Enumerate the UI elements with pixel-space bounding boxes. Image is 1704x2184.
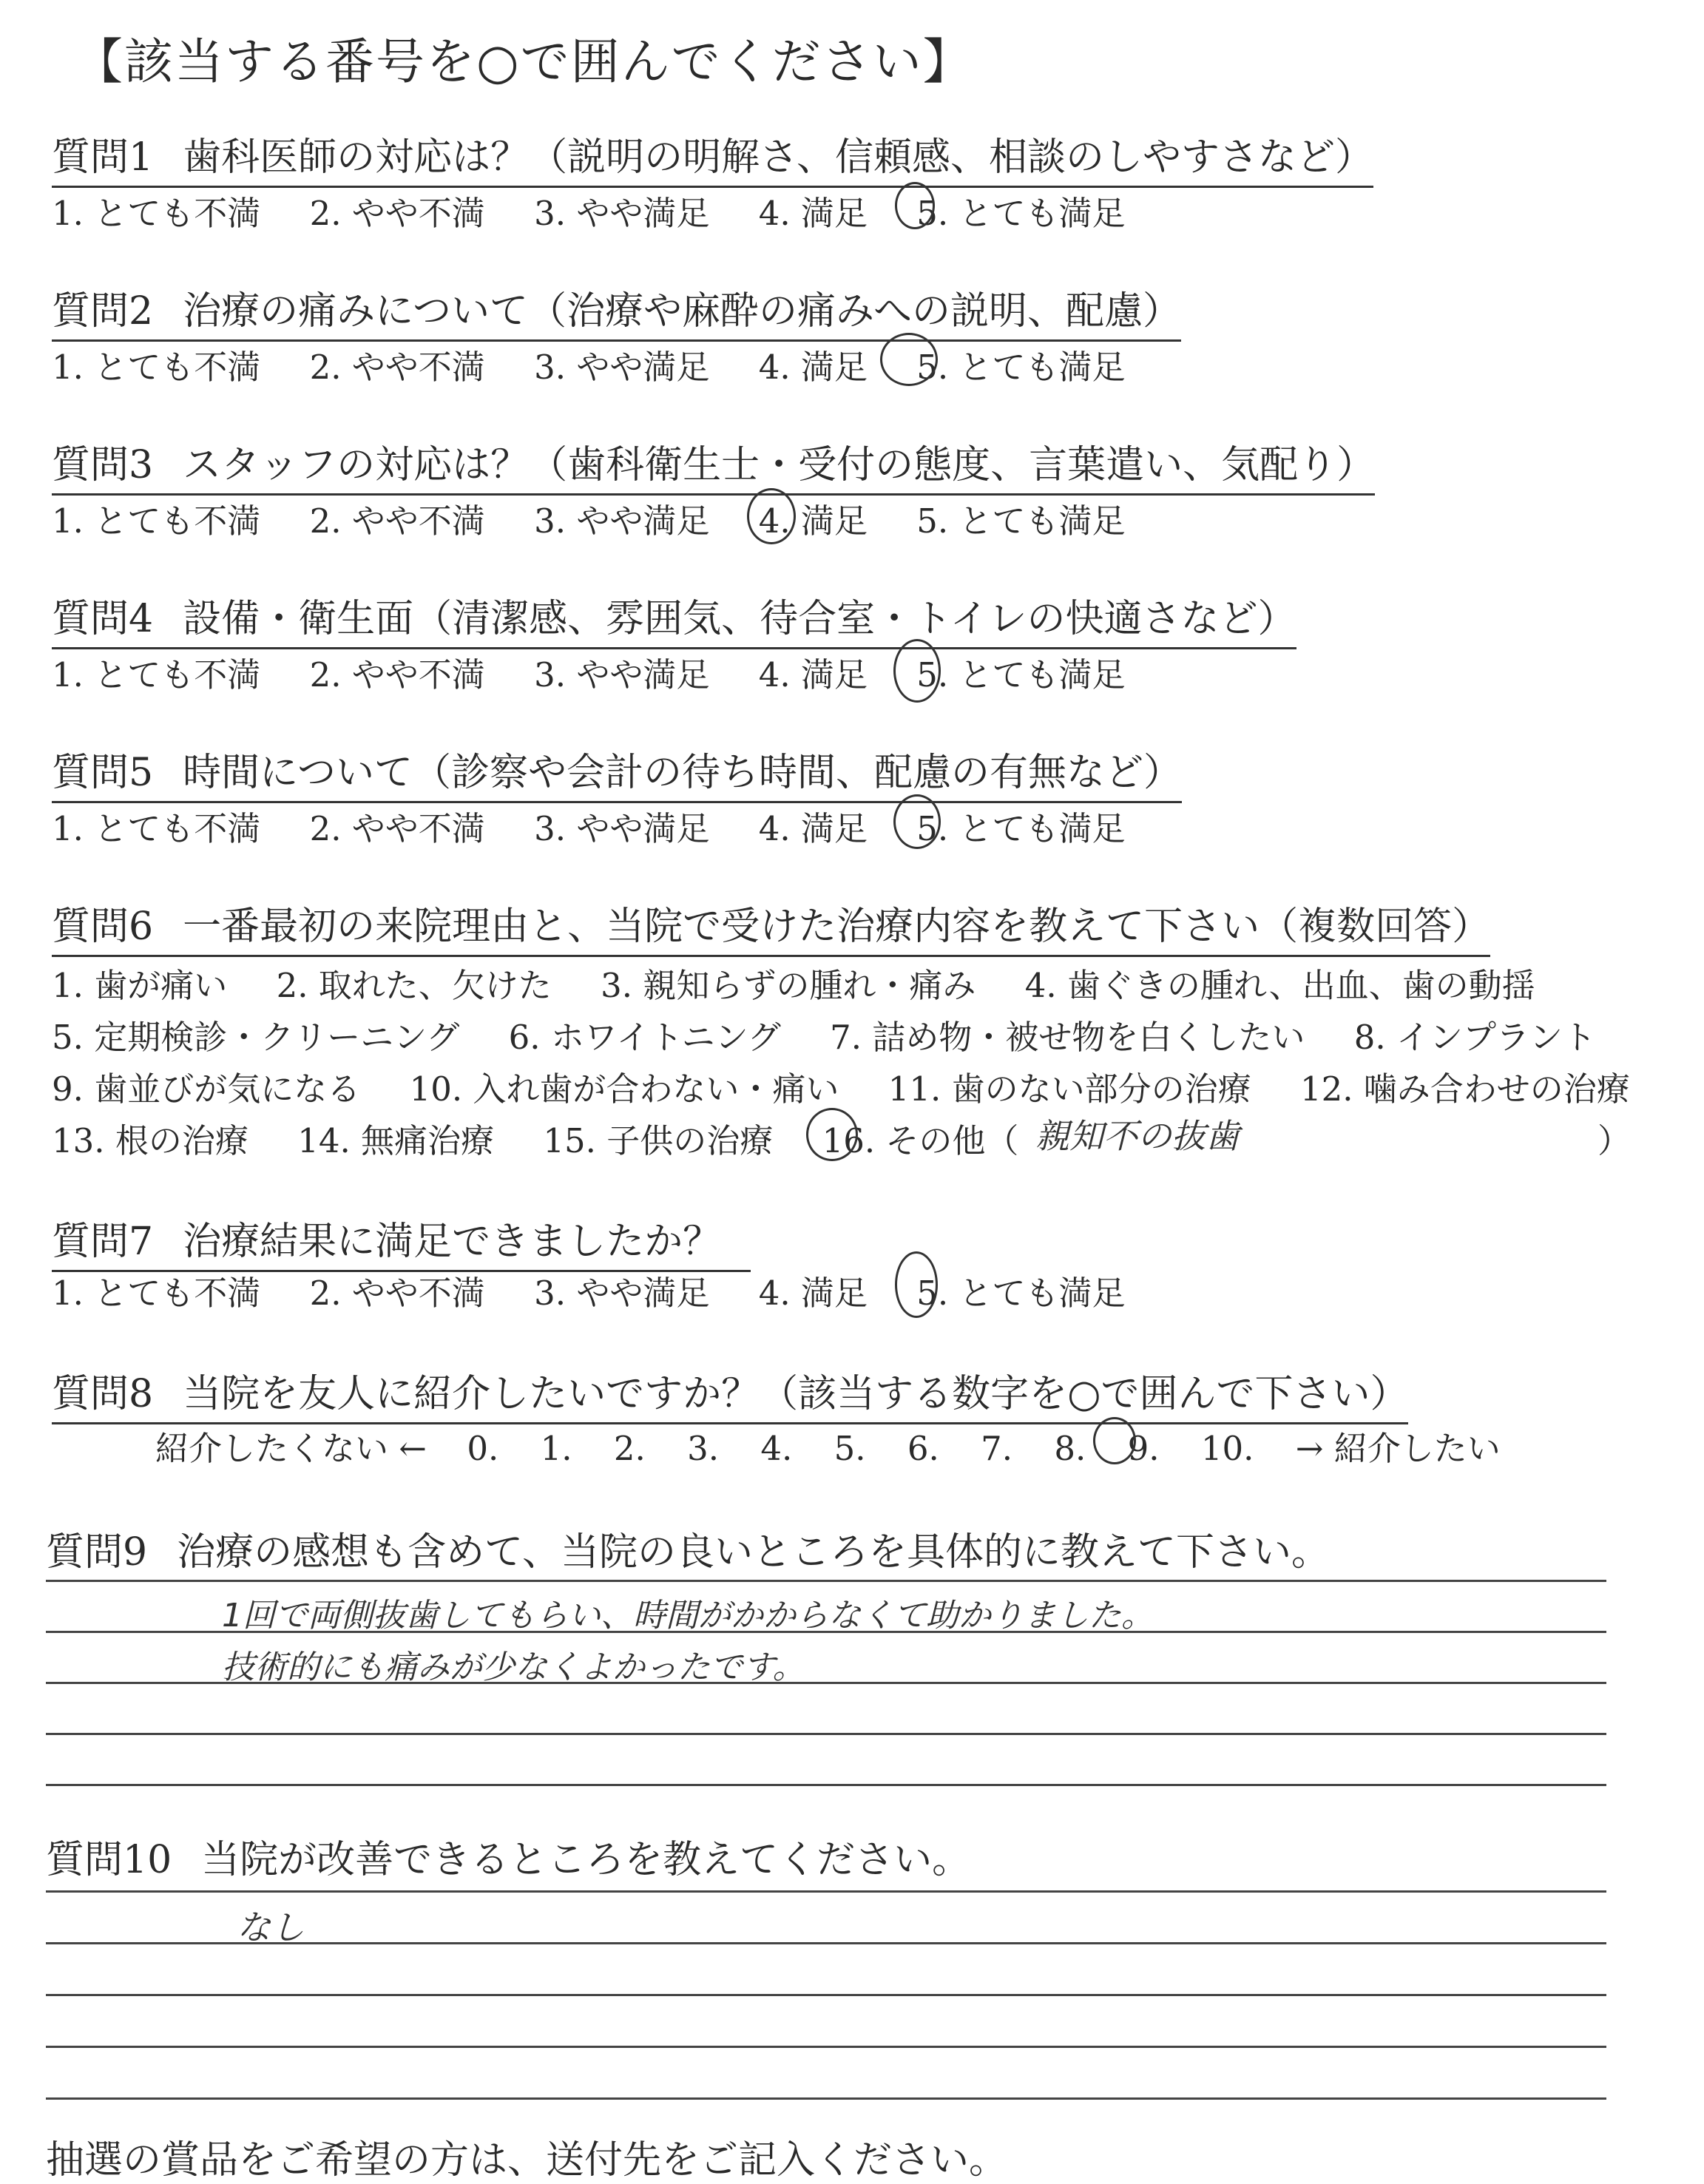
question-text: 治療の痛みについて（治療や麻酔の痛みへの説明、配慮） (183, 289, 1182, 334)
question-4 (52, 587, 1296, 649)
answer-line (46, 1580, 1606, 1582)
score-9[interactable]: 9. (1127, 1429, 1160, 1468)
option-1[interactable]: 1. とても不満 (52, 194, 261, 233)
option-1[interactable]: 1. とても不満 (52, 501, 261, 541)
option-1[interactable]: 1. とても不満 (52, 1274, 261, 1313)
score-3[interactable]: 3. (687, 1429, 720, 1468)
option-10[interactable]: 10. 入れ歯が合わない・痛い (409, 1069, 839, 1109)
option-2[interactable]: 2. やや不満 (309, 655, 485, 694)
q6-options-row-1 (52, 959, 1574, 1007)
option-5[interactable]: 5. とても満足 (916, 655, 1126, 694)
question-number: 質問2 (52, 289, 154, 334)
option-5[interactable]: 5. とても満足 (916, 1274, 1126, 1313)
option-6[interactable]: 6. ホワイトニング (508, 1018, 781, 1057)
question-1 (52, 126, 1373, 188)
answer-line (46, 1890, 1606, 1893)
score-8[interactable]: 8. (1054, 1429, 1086, 1468)
score-2[interactable]: 2. (613, 1429, 646, 1468)
option-5[interactable]: 5. とても満足 (916, 501, 1126, 541)
question-10 (46, 1828, 970, 1884)
answer-circle (747, 488, 796, 544)
option-4[interactable]: 4. 満足 (758, 194, 868, 233)
page-title: 【該当する番号を○で囲んでください】 (74, 33, 973, 90)
question-number: 質問1 (52, 135, 154, 180)
option-1[interactable]: 1. 歯が痛い (52, 966, 228, 1005)
option-3[interactable]: 3. やや満足 (534, 501, 710, 541)
q1-options (52, 186, 1164, 234)
score-5[interactable]: 5. (834, 1429, 866, 1468)
answer-circle (806, 1108, 858, 1161)
option-4[interactable]: 4. 歯ぐきの腫れ、出血、歯の動揺 (1024, 966, 1535, 1005)
option-8[interactable]: 8. インプラント (1353, 1018, 1596, 1057)
option-2[interactable]: 2. やや不満 (309, 501, 485, 541)
question-text: スタッフの対応は？（歯科衛生士・受付の態度、言葉遣い、気配り） (183, 443, 1376, 487)
score-7[interactable]: 7. (981, 1429, 1013, 1468)
option-5[interactable]: 5. とても満足 (916, 809, 1126, 848)
question-8 (52, 1362, 1408, 1424)
q4-options (52, 648, 1164, 696)
score-1[interactable]: 1. (540, 1429, 572, 1468)
q3-options (52, 494, 1164, 542)
question-number: 質問5 (52, 751, 154, 795)
answer-line (46, 1784, 1606, 1786)
score-0[interactable]: 0. (467, 1429, 499, 1468)
option-9[interactable]: 9. 歯並びが気になる (52, 1069, 361, 1109)
question-9 (46, 1521, 1330, 1576)
option-12[interactable]: 12. 噛み合わせの治療 (1299, 1069, 1630, 1109)
answer-line (46, 2046, 1606, 2048)
option-4[interactable]: 4. 満足 (758, 348, 868, 387)
option-2[interactable]: 2. やや不満 (309, 809, 485, 848)
question-5 (52, 741, 1182, 803)
question-7 (52, 1210, 751, 1272)
option-3[interactable]: 3. やや満足 (534, 809, 710, 848)
question-text: 治療の感想も含めて、当院の良いところを具体的に教えて下さい。 (177, 1530, 1331, 1575)
option-13[interactable]: 13. 根の治療 (52, 1121, 248, 1160)
q6-options-row-4 (52, 1114, 1057, 1162)
question-number: 質問8 (52, 1372, 154, 1416)
question-number: 質問6 (52, 905, 154, 949)
option-4[interactable]: 4. 満足 (758, 809, 868, 848)
option-3[interactable]: 3. やや満足 (534, 655, 710, 694)
question-text: 当院を友人に紹介したいですか？（該当する数字を○で囲んで下さい） (183, 1372, 1409, 1416)
option-1[interactable]: 1. とても不満 (52, 348, 261, 387)
option-16[interactable]: 16. その他（ (822, 1121, 1019, 1160)
question-text: 当院が改善できるところを教えてください。 (201, 1838, 971, 1882)
option-1[interactable]: 1. とても不満 (52, 809, 261, 848)
question-3 (52, 433, 1375, 496)
option-11[interactable]: 11. 歯のない部分の治療 (888, 1069, 1251, 1109)
answer-circle (893, 639, 941, 703)
other-close-paren: ） (1598, 1121, 1632, 1160)
question-number: 質問4 (52, 597, 154, 641)
option-4[interactable]: 4. 満足 (758, 655, 868, 694)
option-3[interactable]: 3. 親知らずの腫れ・痛み (601, 966, 976, 1005)
question-text: 歯科医師の対応は？（説明の明解さ、信頼感、相談のしやすさなど） (183, 135, 1374, 180)
question-text: 時間について（診察や会計の待ち時間、配慮の有無など） (183, 751, 1183, 795)
option-2[interactable]: 2. やや不満 (309, 348, 485, 387)
question-number: 質問9 (46, 1530, 148, 1575)
q9-handwritten-line-1: 1回で両側抜歯してもらい、時間がかからなくて助かりました。 (222, 1597, 1154, 1634)
option-4[interactable]: 4. 満足 (758, 1274, 868, 1313)
q2-options (52, 340, 1164, 388)
option-3[interactable]: 3. やや満足 (534, 348, 710, 387)
other-handwritten: 親知不の抜歯 (1035, 1116, 1240, 1156)
q5-options (52, 802, 1164, 850)
option-14[interactable]: 14. 無痛治療 (297, 1121, 495, 1160)
question-number: 質問3 (52, 443, 154, 487)
question-6 (52, 895, 1490, 957)
option-1[interactable]: 1. とても不満 (52, 655, 261, 694)
score-10[interactable]: 10. (1200, 1429, 1254, 1468)
scale-left-label: 紹介したくない ← (155, 1429, 427, 1468)
option-5[interactable]: 5. とても満足 (916, 348, 1126, 387)
option-5[interactable]: 5. とても満足 (916, 194, 1126, 233)
answer-circle (895, 1251, 938, 1318)
option-3[interactable]: 3. やや満足 (534, 1274, 710, 1313)
footer-note: 抽選の賞品をご希望の方は、送付先をご記入ください。 (46, 2138, 1008, 2183)
option-4[interactable]: 4. 満足 (758, 501, 868, 541)
option-2[interactable]: 2. やや不満 (309, 194, 485, 233)
q6-options-row-2 (52, 1010, 1634, 1058)
option-15[interactable]: 15. 子供の治療 (543, 1121, 774, 1160)
option-2[interactable]: 2. 取れた、欠けた (276, 966, 552, 1005)
option-2[interactable]: 2. やや不満 (309, 1274, 485, 1313)
score-4[interactable]: 4. (760, 1429, 793, 1468)
question-text: 治療結果に満足できましたか？ (183, 1220, 722, 1264)
answer-circle (1093, 1417, 1136, 1464)
answer-line (46, 1733, 1606, 1735)
score-6[interactable]: 6. (907, 1429, 939, 1468)
q9-handwritten-line-2: 技術的にも痛みが少なくよかったです。 (222, 1649, 805, 1686)
option-3[interactable]: 3. やや満足 (534, 194, 710, 233)
answer-circle (893, 794, 941, 849)
question-text: 一番最初の来院理由と、当院で受けた治療内容を教えて下さい（複数回答） (183, 905, 1491, 949)
scale-right-label: → 紹介したい (1295, 1429, 1501, 1468)
option-5[interactable]: 5. 定期検診・クリーニング (52, 1018, 460, 1057)
question-text: 設備・衛生面（清潔感、雰囲気、待合室・トイレの快適さなど） (183, 597, 1296, 641)
answer-line (46, 2097, 1606, 2100)
question-number: 質問10 (46, 1838, 172, 1882)
q7-options (52, 1266, 1164, 1314)
answer-circle (895, 182, 935, 229)
answer-line (46, 1994, 1606, 1996)
question-2 (52, 280, 1181, 342)
answer-circle (880, 333, 938, 386)
q6-options-row-3 (52, 1062, 1668, 1110)
q8-scale (155, 1421, 1501, 1470)
question-number: 質問7 (52, 1220, 154, 1264)
option-7[interactable]: 7. 詰め物・被せ物を白くしたい (830, 1018, 1305, 1057)
q10-handwritten: なし (237, 1907, 305, 1947)
